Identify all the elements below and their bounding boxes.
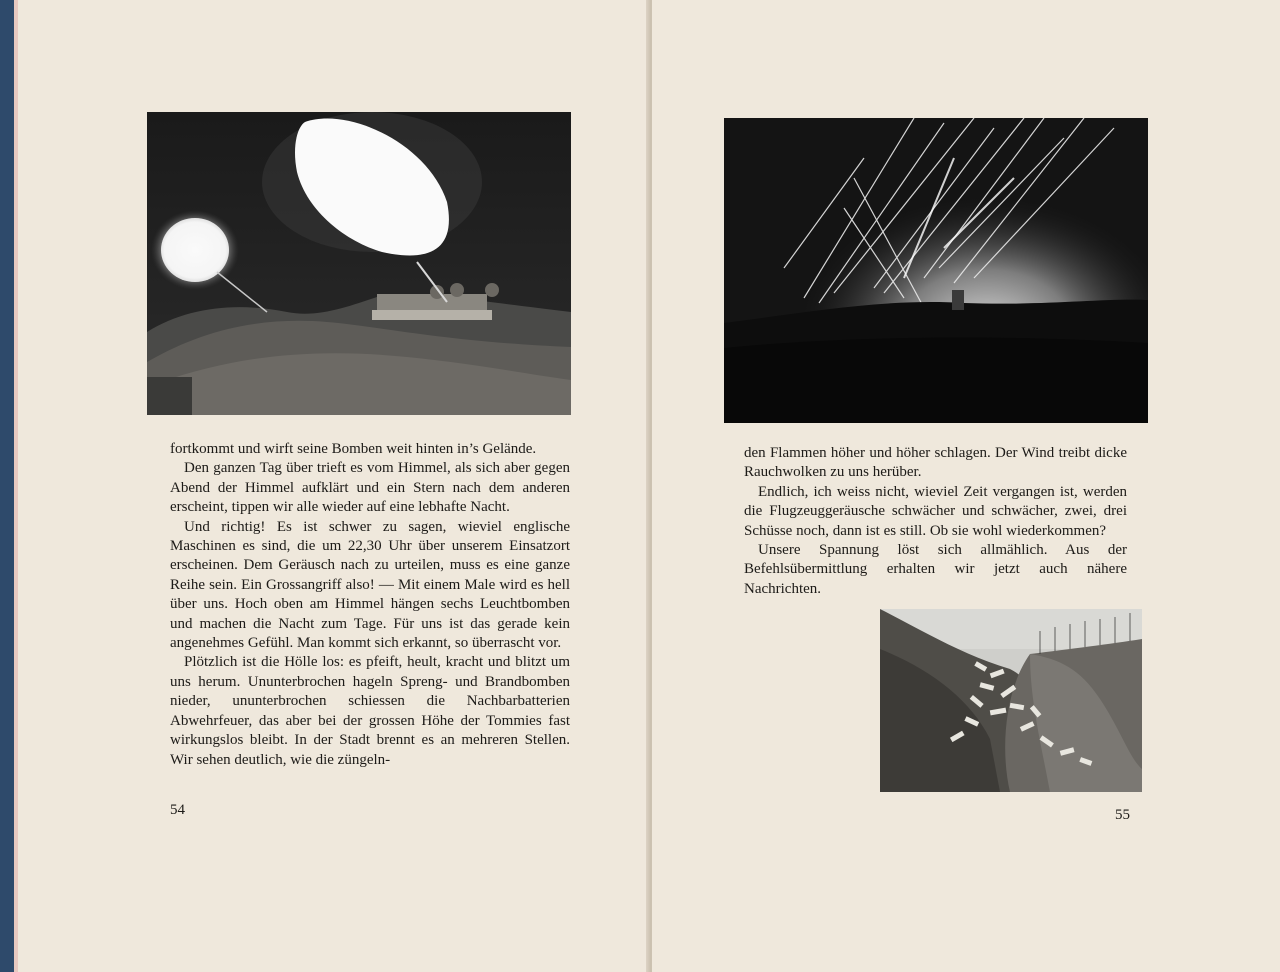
- right-page-body: [744, 444, 1127, 599]
- paragraph: den Flammen höher und höher schlagen. Der Wind treibt dicke Rauchwolken zu uns herüber.: [744, 445, 1127, 481]
- paragraph: Endlich, ich weiss nicht, wieviel Zeit vergangen ist, werden die Flugzeuggeräusche schwächer und schwächer, zwei, drei Schüsse noch, dann ist es still. Ob sie wohl wiederkommen?: [744, 483, 1127, 539]
- paragraph: fortkommt und wirft seine Bomben weit hinten in’s Gelände.: [170, 441, 537, 457]
- paragraph: Plötzlich ist die Hölle los: es pfeift, heult, kracht und blitzt um uns herum. Ununterbrochen hageln Spreng- und Brandbomben nieder, ununterbrochen schiessen die Nachbarbatterien Abwehrfeuer, das aber bei der grossen Höhe der Tommies fast wirkungslos bleibt. In der Stadt brennt es an mehreren Stellen. Wir sehen deutlich, wie die züngeln-: [170, 654, 570, 768]
- left-page: [14, 0, 650, 972]
- photo-searchlights-night-sky: [724, 118, 1148, 423]
- right-page: [652, 0, 1280, 972]
- left-page-body: [170, 440, 570, 770]
- page-number-right: 55: [1115, 807, 1130, 823]
- photo-shell-casings-trench: [880, 609, 1142, 792]
- page-number-left: 54: [170, 802, 185, 818]
- paragraph: Und richtig! Es ist schwer zu sagen, wieviel englische Maschinen es sind, die um 22,30 Uhr über unserem Einsatzort erscheinen. Dem Geräusch nach zu urteilen, muss es eine ganze Reihe sein. Ein Grossangriff also! — Mit einem Male wird es hell über uns. Hoch oben am Himmel hängen sechs Leuchtbomben und machen die Nacht zum Tage. Für uns ist das gerade kein angenehmes Gefühl. Man kommt sich erkannt, so überrascht vor.: [170, 518, 570, 652]
- paragraph: Unsere Spannung löst sich allmählich. Aus der Befehlsübermittlung erhalten wir jetzt auch nähere Nachrichten.: [744, 542, 1127, 597]
- paragraph: Den ganzen Tag über trieft es vom Himmel, als sich aber gegen Abend der Himmel aufklärt und ein Stern nach dem anderen erscheint, tippen wir alle wieder auf eine lebhafte Nacht.: [170, 460, 570, 516]
- photo-anti-aircraft-gun-flash: [147, 112, 571, 415]
